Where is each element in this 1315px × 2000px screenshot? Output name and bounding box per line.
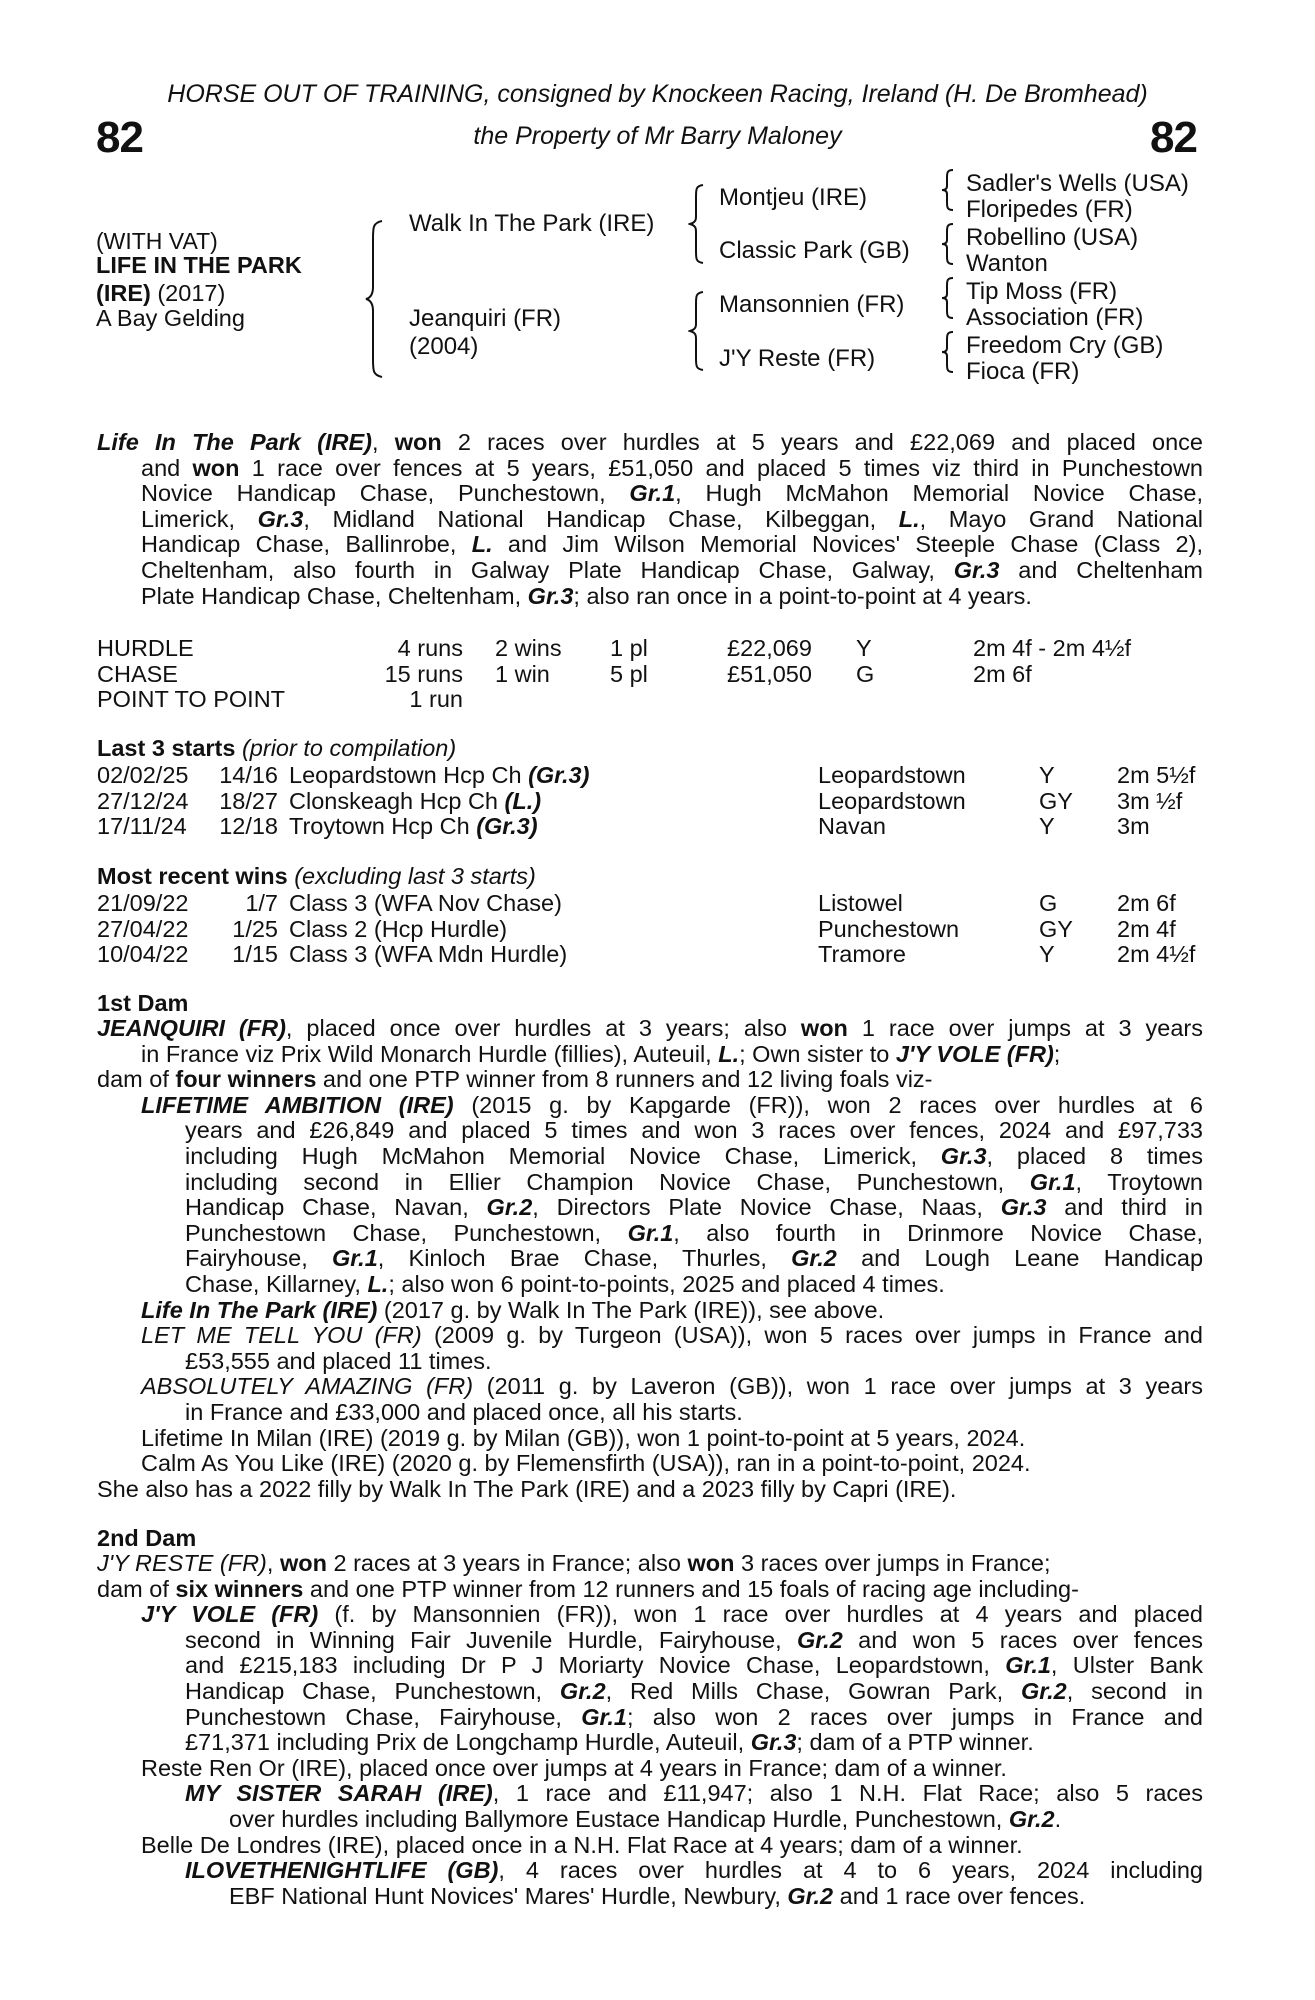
start-course: Leopardstown	[818, 787, 966, 814]
pedigree-dam-sire: Mansonnien (FR)	[719, 291, 905, 318]
vat-note: (WITH VAT)	[96, 228, 218, 254]
record-runs: 1 run	[409, 686, 463, 713]
text-line	[97, 1426, 1203, 1452]
horse-year: (2017)	[157, 280, 226, 306]
text-run: ;	[1053, 1040, 1061, 1067]
start-race	[289, 890, 562, 917]
horse-or-grade-emphasis: Gr.1	[1005, 1652, 1051, 1679]
pedigree-brace-sire	[688, 183, 708, 265]
sale-header: HORSE OUT OF TRAINING, consigned by Knockeen Racing, Ireland (H. De Bromhead)	[167, 80, 1148, 108]
horse-or-grade-emphasis: J'Y VOLE (FR)	[141, 1601, 319, 1628]
horse-name-suffix-line	[96, 280, 225, 307]
race-name: Class 3 (WFA Mdn Hurdle)	[289, 941, 568, 968]
text-run: Handicap Chase, Ballinrobe,	[141, 531, 472, 558]
start-pos: 14/16	[219, 762, 278, 788]
text-run: 3 races over jumps in France;	[734, 1550, 1051, 1576]
start-course: Navan	[818, 813, 886, 840]
text-run: , Hugh McMahon Memorial Novice Chase,	[675, 480, 1203, 507]
race-grade: (L.)	[504, 787, 542, 814]
pedigree-ggp-2: Floripedes (FR)	[966, 196, 1133, 223]
race-summary	[97, 430, 1203, 609]
pedigree-dam-dam: J'Y Reste (FR)	[719, 345, 876, 372]
text-run: and Cheltenham	[999, 556, 1203, 583]
text-run: , Mayo Grand National	[919, 505, 1203, 532]
start-going: G	[1039, 890, 1058, 916]
bold-text: won	[192, 454, 240, 481]
text-run: She also has a 2022 filly by Walk In The Park (IRE) and a 2023 filly by Capri (IRE).	[97, 1475, 957, 1502]
text-run: Belle De Londres (IRE), placed once in a N.H. Flat Race at 4 years; dam of a winner.	[141, 1831, 1023, 1858]
horse-or-grade-emphasis: MY SISTER SARAH (IRE)	[185, 1780, 493, 1807]
horse-or-grade-emphasis: J'Y VOLE (FR)	[895, 1040, 1054, 1067]
start-date: 02/02/25	[97, 762, 189, 788]
record-prize: £51,050	[727, 660, 812, 687]
start-race	[289, 813, 538, 840]
start-date: 17/11/24	[97, 813, 187, 840]
text-line	[97, 1756, 1203, 1782]
text-run: Lifetime In Milan (IRE) (2019 g. by Milan (GB)), won 1 point-to-point at 5 years, 2024.	[141, 1424, 1026, 1451]
text-run: , Kinloch Brae Chase, Thurles,	[377, 1245, 792, 1272]
italic-horse-name: ABSOLUTELY AMAZING (FR)	[141, 1373, 474, 1400]
text-line	[97, 1349, 1203, 1375]
text-run: Cheltenham, also fourth in Galway Plate Handicap Chase, Galway,	[141, 556, 954, 583]
text-line	[97, 1144, 1203, 1170]
text-run: and third in	[1046, 1194, 1203, 1221]
race-name: Class 3 (WFA Nov Chase)	[289, 890, 562, 916]
horse-or-grade-emphasis: Gr.3	[1000, 1194, 1047, 1221]
pedigree-brace-gg4	[940, 330, 958, 374]
recent-wins-heading	[97, 863, 536, 890]
text-run: Handicap Chase, Punchestown,	[185, 1677, 560, 1704]
text-run: Novice Handicap Chase, Punchestown,	[141, 480, 630, 507]
race-grade: (Gr.3)	[476, 813, 538, 840]
pedigree-dam: Jeanquiri (FR)	[409, 305, 562, 332]
first-dam-heading: 1st Dam	[97, 990, 189, 1016]
start-race	[289, 916, 507, 943]
record-distance: 2m 6f	[973, 660, 1032, 687]
text-run: Punchestown Chase, Punchestown,	[185, 1219, 628, 1246]
text-run: £53,555 and placed 11 times.	[185, 1347, 492, 1374]
race-name: Leopardstown Hcp Ch	[289, 762, 522, 788]
start-date: 27/04/22	[97, 915, 189, 942]
text-line	[97, 1730, 1203, 1756]
bold-text: won	[279, 1550, 327, 1576]
text-run: second in Winning Fair Juvenile Hurdle, Fairyhouse,	[185, 1626, 798, 1653]
horse-or-grade-emphasis: Gr.2	[797, 1626, 843, 1653]
race-name: Class 2 (Hcp Hurdle)	[289, 915, 508, 942]
italic-horse-name: LET ME TELL YOU (FR)	[141, 1322, 422, 1349]
text-line	[97, 1246, 1203, 1272]
text-line	[97, 1374, 1203, 1400]
text-run: , Directors Plate Novice Chase, Naas,	[532, 1194, 1001, 1221]
text-line	[97, 456, 1203, 482]
pedigree-ggp-1: Sadler's Wells (USA)	[966, 170, 1189, 197]
bold-text: won	[394, 429, 442, 455]
text-run: 1 race over jumps at 3 years	[847, 1015, 1203, 1041]
text-run: Fairyhouse,	[185, 1245, 333, 1272]
start-going: GY	[1039, 915, 1073, 942]
horse-or-grade-emphasis: Gr.1	[581, 1703, 627, 1730]
horse-country: (IRE)	[96, 280, 151, 306]
text-run: , 4 races over hurdles at 4 to 6 years, 2024 including	[498, 1857, 1203, 1884]
pedigree-brace-gg1	[940, 168, 958, 212]
horse-or-grade-emphasis: Gr.2	[787, 1882, 834, 1909]
text-run: ; also won 6 point-to-points, 2025 and placed 4 times.	[388, 1270, 945, 1297]
race-grade: (Gr.3)	[528, 762, 590, 788]
text-run: (2015 g. by Kapgarde (FR)), won 2 races over hurdles at 6	[453, 1091, 1203, 1118]
text-line	[97, 1884, 1203, 1910]
text-run: (2011 g. by Laveron (GB)), won 1 race over jumps at 3 years	[473, 1373, 1203, 1400]
record-going: Y	[856, 635, 872, 661]
text-run: and 1 race over fences.	[833, 1882, 1086, 1909]
text-run: Chase, Killarney,	[185, 1270, 368, 1297]
start-pos: 12/18	[219, 813, 278, 840]
start-distance: 3m	[1117, 813, 1150, 840]
text-run: over hurdles including Ballymore Eustace Handicap Hurdle, Punchestown,	[229, 1805, 1009, 1832]
text-line	[97, 1272, 1203, 1298]
text-run: ,	[371, 429, 395, 455]
text-line	[97, 1833, 1203, 1859]
pedigree-brace-gg2	[940, 222, 958, 266]
horse-or-grade-emphasis: Life In The Park (IRE)	[141, 1296, 378, 1323]
text-line	[97, 1477, 1203, 1503]
text-line	[97, 1602, 1203, 1628]
pedigree-ggp-5: Tip Moss (FR)	[966, 278, 1118, 305]
text-run: Limerick,	[141, 505, 258, 532]
recent-wins-title: Most recent wins	[97, 863, 288, 889]
horse-or-grade-emphasis: LIFETIME AMBITION (IRE)	[141, 1091, 454, 1118]
text-line	[97, 1042, 1203, 1068]
horse-or-grade-emphasis: L.	[718, 1040, 740, 1067]
start-going: GY	[1039, 787, 1073, 814]
horse-name: LIFE IN THE PARK	[96, 252, 302, 278]
horse-or-grade-emphasis: JEANQUIRI (FR)	[97, 1015, 286, 1041]
text-line	[97, 1858, 1203, 1884]
pedigree-ggp-3: Robellino (USA)	[966, 224, 1139, 251]
start-distance: 2m 6f	[1117, 890, 1176, 916]
text-run: £71,371 including Prix de Longchamp Hurdle, Auteuil,	[185, 1729, 751, 1756]
text-line	[97, 1451, 1203, 1477]
text-run: EBF National Hunt Novices' Mares' Hurdle, Newbury,	[229, 1882, 788, 1909]
text-run: 1 race over fences at 5 years, £51,050 and placed 5 times viz third in Punchestown	[239, 454, 1203, 481]
text-run: ; also won 2 races over jumps in France and	[626, 1703, 1203, 1730]
text-run: ; dam of a PTP winner.	[796, 1729, 1034, 1756]
pedigree-ggp-8: Fioca (FR)	[966, 358, 1080, 385]
pedigree-brace-dam	[688, 290, 708, 372]
text-line	[97, 584, 1203, 610]
text-run: , second in	[1066, 1677, 1203, 1704]
start-distance: 2m 4f	[1117, 915, 1176, 942]
start-course: Listowel	[818, 890, 903, 916]
text-run: , also fourth in Drinmore Novice Chase,	[673, 1219, 1203, 1246]
text-line	[97, 1577, 1203, 1603]
start-date: 10/04/22	[97, 941, 189, 968]
record-distance: 2m 4f - 2m 4½f	[973, 635, 1132, 661]
start-distance: 2m 5½f	[1117, 762, 1196, 788]
start-going: Y	[1039, 941, 1055, 968]
horse-or-grade-emphasis: Gr.1	[332, 1245, 378, 1272]
horse-or-grade-emphasis: Gr.3	[527, 582, 574, 609]
text-run: and £215,183 including Dr P J Moriarty Novice Chase, Leopardstown,	[185, 1652, 1006, 1679]
text-line	[97, 558, 1203, 584]
record-runs: 4 runs	[397, 635, 463, 661]
second-dam-body	[97, 1551, 1203, 1909]
property-owner: the Property of Mr Barry Maloney	[473, 122, 842, 150]
horse-or-grade-emphasis: Gr.1	[629, 480, 676, 507]
text-run: dam of	[97, 1066, 176, 1093]
text-run: including second in Ellier Champion Novice Chase, Punchestown,	[185, 1168, 1030, 1195]
pedigree-brace-main	[364, 219, 388, 379]
horse-or-grade-emphasis: ILOVETHENIGHTLIFE (GB)	[185, 1857, 499, 1884]
start-pos: 1/7	[245, 890, 278, 916]
start-going: Y	[1039, 813, 1055, 840]
record-placed: 5 pl	[610, 660, 648, 687]
text-line	[97, 1679, 1203, 1705]
text-run: Handicap Chase, Navan,	[185, 1194, 487, 1221]
text-run: ; Own sister to	[739, 1040, 896, 1067]
first-dam-body	[97, 1016, 1203, 1502]
horse-or-grade-emphasis: Gr.1	[1029, 1168, 1076, 1195]
text-line	[97, 1781, 1203, 1807]
start-race	[289, 941, 567, 968]
text-run: including Hugh McMahon Memorial Novice Chase, Limerick,	[185, 1142, 941, 1169]
text-run: years and £26,849 and placed 5 times and won 3 races over fences, 2024 and £97,733	[185, 1117, 1203, 1144]
text-run: Reste Ren Or (IRE), placed once over jumps at 4 years in France; dam of a winner.	[141, 1754, 1007, 1781]
text-line	[97, 532, 1203, 558]
text-run: dam of	[97, 1575, 176, 1602]
record-type: CHASE	[97, 660, 178, 687]
text-line	[97, 1807, 1203, 1833]
horse-or-grade-emphasis: Gr.3	[953, 556, 1000, 583]
text-line	[97, 1323, 1203, 1349]
text-run: (f. by Mansonnien (FR)), won 1 race over hurdles at 4 years and placed	[318, 1601, 1203, 1628]
text-run: and Jim Wilson Memorial Novices' Steeple Chase (Class 2),	[492, 531, 1203, 558]
record-wins: 2 wins	[495, 635, 562, 661]
text-run: ; also ran once in a point-to-point at 4 years.	[573, 582, 1032, 609]
race-name: Troytown Hcp Ch	[289, 813, 470, 840]
text-line	[97, 1093, 1203, 1119]
text-run: (2017 g. by Walk In The Park (IRE)), see above.	[377, 1296, 885, 1323]
text-line	[97, 1400, 1203, 1426]
horse-or-grade-emphasis: Gr.1	[627, 1219, 674, 1246]
horse-or-grade-emphasis: L.	[471, 531, 493, 558]
text-run: Punchestown Chase, Fairyhouse,	[185, 1703, 582, 1730]
text-line	[97, 1118, 1203, 1144]
last-starts-heading	[97, 735, 456, 762]
italic-horse-name: J'Y RESTE (FR)	[97, 1550, 267, 1576]
bold-text: four winners	[175, 1066, 317, 1093]
text-line	[97, 507, 1203, 533]
horse-description: A Bay Gelding	[96, 305, 245, 331]
start-going: Y	[1039, 762, 1055, 788]
record-placed: 1 pl	[610, 635, 648, 661]
bold-text: won	[687, 1550, 735, 1576]
start-pos: 18/27	[219, 787, 278, 814]
text-line	[97, 1551, 1203, 1577]
text-run: 2 races over hurdles at 5 years and £22,069 and placed once	[441, 429, 1203, 455]
start-course: Punchestown	[818, 915, 960, 942]
text-line	[97, 1016, 1203, 1042]
text-run: in France and £33,000 and placed once, all his starts.	[185, 1398, 743, 1425]
horse-or-grade-emphasis: Gr.2	[791, 1245, 837, 1272]
pedigree-dam-year: (2004)	[409, 333, 479, 360]
start-pos: 1/25	[232, 915, 278, 942]
start-pos: 1/15	[232, 941, 278, 968]
text-line	[97, 1221, 1203, 1247]
pedigree-sire-dam: Classic Park (GB)	[719, 237, 910, 264]
text-run: and won 5 races over fences	[842, 1626, 1203, 1653]
bold-text: won	[800, 1015, 848, 1041]
text-run: , placed 8 times	[986, 1142, 1203, 1169]
text-line	[97, 1067, 1203, 1093]
text-line	[97, 481, 1203, 507]
text-run: and	[141, 454, 193, 481]
text-run: .	[1054, 1805, 1062, 1832]
start-course: Leopardstown	[818, 762, 966, 788]
start-distance: 3m ½f	[1117, 787, 1183, 814]
text-line	[97, 1298, 1203, 1324]
record-type: HURDLE	[97, 635, 194, 661]
second-dam-heading: 2nd Dam	[97, 1525, 197, 1551]
text-line	[97, 1653, 1203, 1679]
start-race	[289, 788, 541, 815]
horse-or-grade-emphasis: L.	[367, 1270, 389, 1297]
text-line	[97, 1195, 1203, 1221]
text-run: and one PTP winner from 12 runners and 15 foals of racing age including-	[303, 1575, 1079, 1602]
text-run: , Troytown	[1075, 1168, 1203, 1195]
pedigree-sire: Walk In The Park (IRE)	[409, 210, 655, 237]
record-wins: 1 win	[495, 660, 550, 687]
pedigree-brace-gg3	[940, 276, 958, 320]
last-starts-title: Last 3 starts	[97, 735, 236, 761]
text-run: , placed once over hurdles at 3 years; also	[285, 1015, 801, 1041]
start-distance: 2m 4½f	[1117, 941, 1196, 968]
pedigree-sire-sire: Montjeu (IRE)	[719, 184, 868, 211]
text-line	[97, 1705, 1203, 1731]
horse-or-grade-emphasis: L.	[898, 505, 920, 532]
horse-or-grade-emphasis: Gr.2	[559, 1677, 606, 1704]
text-run: Calm As You Like (IRE) (2020 g. by Flemensfirth (USA)), ran in a point-to-point, 2024.	[141, 1450, 1031, 1477]
horse-or-grade-emphasis: Gr.3	[750, 1729, 797, 1756]
bold-text: six winners	[175, 1575, 304, 1602]
pedigree-ggp-4: Wanton	[966, 250, 1048, 277]
text-line	[97, 430, 1203, 456]
text-run: (2009 g. by Turgeon (USA)), won 5 races over jumps in France and	[421, 1322, 1203, 1349]
text-run: , Red Mills Chase, Gowran Park,	[605, 1677, 1021, 1704]
horse-or-grade-emphasis: Gr.3	[940, 1142, 987, 1169]
horse-or-grade-emphasis: Life In The Park (IRE)	[97, 429, 372, 455]
lot-number-right: 82	[1150, 113, 1197, 162]
text-run: and Lough Leane Handicap	[836, 1245, 1204, 1272]
record-runs: 15 runs	[384, 660, 463, 687]
record-type: POINT TO POINT	[97, 686, 286, 713]
pedigree-ggp-7: Freedom Cry (GB)	[966, 332, 1164, 359]
lot-number-left: 82	[96, 113, 143, 162]
text-run: 2 races at 3 years in France; also	[326, 1550, 688, 1576]
last-starts-note: (prior to compilation)	[241, 735, 457, 761]
text-run: and one PTP winner from 8 runners and 12 living foals viz-	[316, 1066, 933, 1093]
text-run: ,	[266, 1550, 280, 1576]
start-date: 21/09/22	[97, 890, 189, 916]
record-prize: £22,069	[727, 635, 812, 661]
race-name: Clonskeagh Hcp Ch	[289, 787, 498, 814]
text-run: , Midland National Handicap Chase, Kilbeggan,	[303, 505, 899, 532]
text-run: , Ulster Bank	[1050, 1652, 1203, 1679]
pedigree-ggp-6: Association (FR)	[966, 304, 1144, 331]
horse-or-grade-emphasis: Gr.2	[1008, 1805, 1055, 1832]
horse-or-grade-emphasis: Gr.2	[1020, 1677, 1067, 1704]
start-race	[289, 762, 589, 789]
horse-or-grade-emphasis: Gr.3	[257, 505, 304, 532]
record-going: G	[856, 660, 875, 687]
horse-or-grade-emphasis: Gr.2	[486, 1194, 533, 1221]
text-run: Plate Handicap Chase, Cheltenham,	[141, 582, 528, 609]
start-date: 27/12/24	[97, 787, 189, 814]
text-run: , 1 race and £11,947; also 1 N.H. Flat Race; also 5 races	[492, 1780, 1203, 1807]
recent-wins-note: (excluding last 3 starts)	[294, 863, 536, 889]
start-course: Tramore	[818, 941, 906, 968]
text-line	[97, 1628, 1203, 1654]
text-line	[97, 1170, 1203, 1196]
text-run: in France viz Prix Wild Monarch Hurdle (fillies), Auteuil,	[141, 1040, 719, 1067]
